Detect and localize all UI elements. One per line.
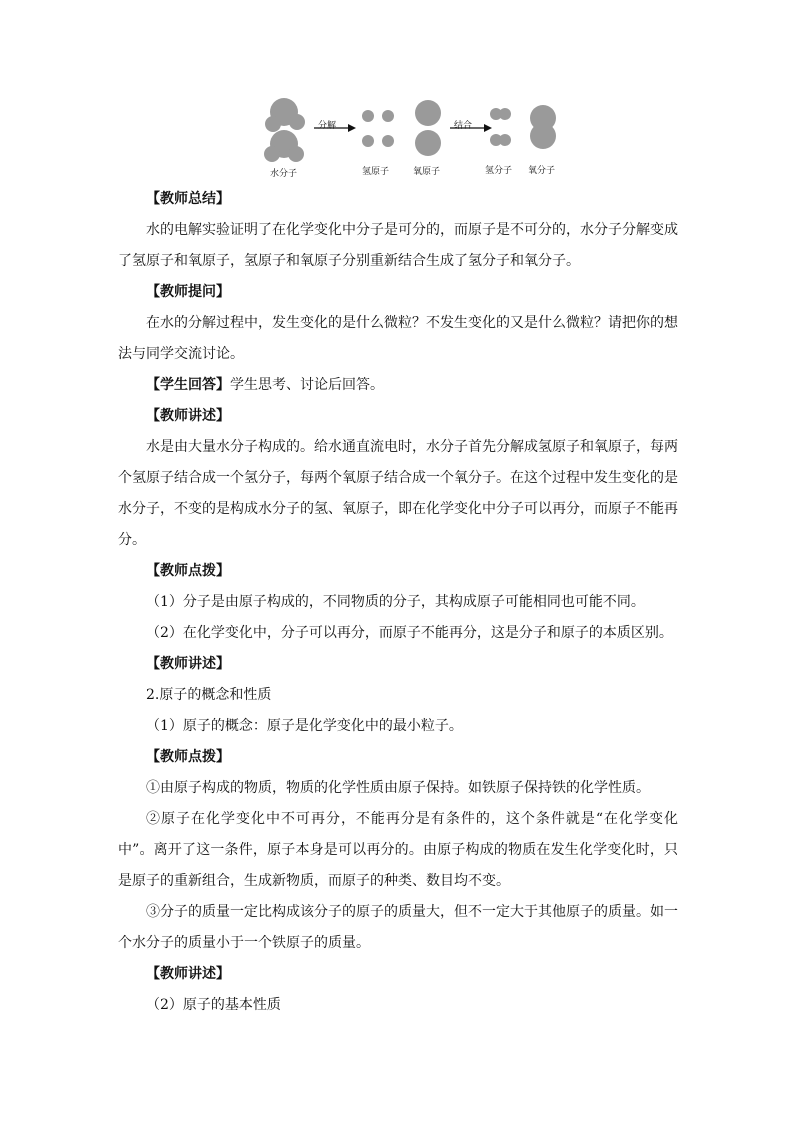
subheading: 2.原子的概念和性质 bbox=[146, 687, 272, 703]
section-heading: 【教师讲述】 bbox=[146, 966, 230, 982]
section-heading: 【教师讲述】 bbox=[146, 408, 230, 424]
section-heading: 【教师讲述】 bbox=[146, 656, 230, 672]
section-heading: 【学生回答】 bbox=[146, 377, 230, 393]
list-item: （2）原子的基本性质 bbox=[146, 997, 281, 1013]
section-heading: 【教师总结】 bbox=[146, 191, 230, 207]
label-hydrogen-molecule: 氢分子 bbox=[485, 166, 513, 176]
answer-text: 学生思考、讨论后回答。 bbox=[230, 377, 384, 393]
oxygen-molecule bbox=[530, 105, 556, 149]
hydrogen-atoms bbox=[362, 110, 394, 147]
paragraph: 水的电解实验证明了在化学变化中分子是可分的，而原子是不可分的，水分子分解变成了氢原子和氧原子，氢原子和氧原子分别重新结合生成了氢分子和氧分子。 bbox=[118, 222, 678, 269]
label-water-molecule: 水分子 bbox=[270, 169, 298, 179]
list-item: （2）在化学变化中，分子可以再分，而原子不能再分，这是分子和原子的本质区别。 bbox=[146, 625, 673, 641]
section-heading: 【教师提问】 bbox=[146, 284, 230, 300]
list-item: （1）分子是由原子构成的，不同物质的分子，其构成原子可能相同也可能不同。 bbox=[146, 594, 645, 610]
water-molecule-bottom bbox=[264, 130, 304, 162]
section-heading: 【教师点拨】 bbox=[146, 749, 230, 765]
label-combine: 结合 bbox=[454, 121, 473, 131]
document-page bbox=[118, 96, 678, 1021]
paragraph: 在水的分解过程中，发生变化的是什么微粒？不发生变化的又是什么微粒？请把你的想法与同学交流讨论。 bbox=[118, 315, 678, 362]
paragraph: 水是由大量水分子构成的。给水通直流电时，水分子首先分解成氢原子和氧原子，每两个氢原子结合成一个氢分子，每两个氧原子结合成一个氧分子。在这个过程中发生变化的是水分子，不变的是构成水分子的氢、氧原子，即在化学变化中分子可以再分，而原子不能再分。 bbox=[118, 439, 678, 548]
label-oxygen-atom: 氧原子 bbox=[413, 167, 441, 177]
label-hydrogen-atom: 氢原子 bbox=[362, 167, 390, 177]
section-heading: 【教师点拨】 bbox=[146, 563, 230, 579]
paragraph: ②原子在化学变化中不可再分，不能再分是有条件的，这个条件就是“在化学变化中”。离开了这一条件，原子本身是可以再分的。由原子构成的物质在发生化学变化时，只是原子的重新组合，生成新物质，而原子的种类、数目均不变。 bbox=[118, 811, 678, 889]
water-molecule-top bbox=[265, 98, 305, 132]
water-electrolysis-diagram bbox=[264, 96, 584, 180]
oxygen-atoms bbox=[415, 100, 441, 156]
label-decompose: 分解 bbox=[318, 121, 337, 131]
paragraph: ①由原子构成的物质，物质的化学性质由原子保持。如铁原子保持铁的化学性质。 bbox=[146, 780, 650, 796]
hydrogen-molecules bbox=[490, 108, 511, 146]
student-answer bbox=[118, 370, 678, 401]
list-item: （1）原子的概念：原子是化学变化中的最小粒子。 bbox=[146, 718, 463, 734]
label-oxygen-molecule: 氧分子 bbox=[528, 166, 556, 176]
paragraph: ③分子的质量一定比构成该分子的原子的质量大，但不一定大于其他原子的质量。如一个水分子的质量小于一个铁原子的质量。 bbox=[118, 904, 678, 951]
